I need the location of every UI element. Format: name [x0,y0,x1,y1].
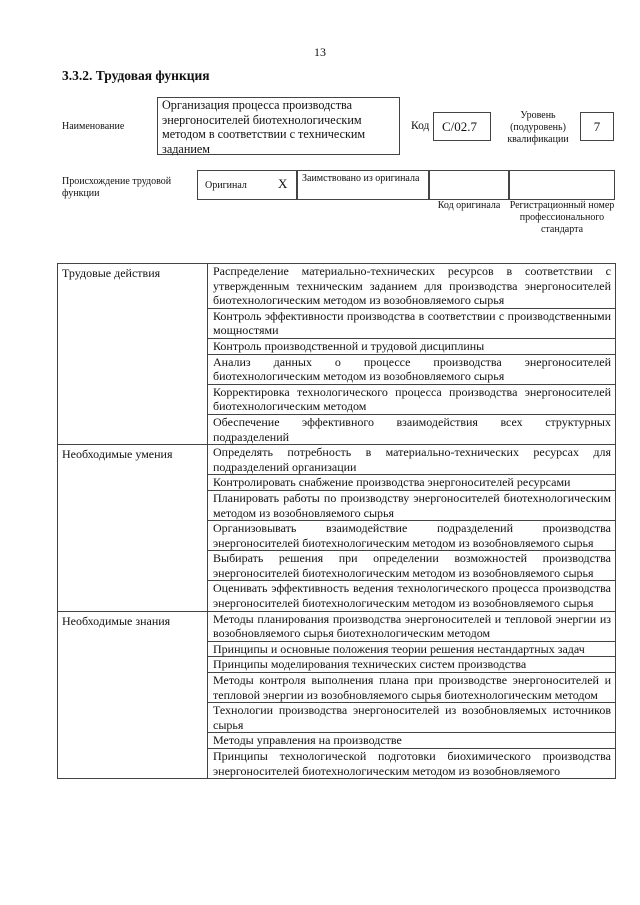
list-item: Корректировка технологического процесса производства энергоносителей биотехнологическим методом [208,385,615,415]
borrowed-label: Заимствовано из оригинала [302,173,420,184]
list-item: Организовывать взаимодействие подразделений производства энергоносителей биотехнологическим методом из возобновляемого сырья [208,521,615,551]
code-value: С/02.7 [433,112,491,141]
original-label: Оригинал [205,180,247,191]
list-item: Методы планирования производства энергоносителей и тепловой энергии из возобновляемого сырья биотехнологическим методом [208,612,615,642]
list-item: Определять потребность в материально-технических ресурсах для подразделений организации [208,445,615,475]
original-code-cell [429,170,509,200]
section-items [208,445,616,612]
section-label: Необходимые умения [58,445,208,612]
list-item: Методы управления на производстве [208,733,615,749]
list-item: Принципы моделирования технических систем производства [208,657,615,673]
original-mark: X [278,176,288,191]
list-item: Оценивать эффективность ведения технологического процесса производства энергоносителей биотехнологическим методом из возобновляемого сырья [213,581,611,611]
level-label: Уровень (подуровень) квалификации [507,110,569,145]
list-item: Планировать работы по производству энергоносителей биотехнологическим методом из возобновляемого сырья [208,491,615,521]
table-row [58,264,616,445]
list-item: Анализ данных о процессе производства энергоносителей биотехнологическим методом из возобновляемого сырья [208,355,615,385]
list-item: Принципы технологической подготовки биохимического производства энергоносителей биотехнологическим методом из возобновляемого [213,749,611,778]
level-value: 7 [580,112,614,141]
section-items [208,611,616,779]
reg-number-label: Регистрационный номер профессионального стандарта [509,200,615,235]
original-code-label: Код оригинала [437,200,501,211]
section-label: Необходимые знания [58,611,208,779]
list-item: Обеспечение эффективного взаимодействия всех структурных подразделений [213,414,611,444]
table-row [58,611,616,779]
function-details-table [57,263,616,779]
function-name-box [157,97,400,155]
reg-number-cell [509,170,615,200]
table-row [58,445,616,612]
list-item: Контроль эффективности производства в соответствии с производственными мощностями [208,309,615,339]
section-items [208,264,616,445]
code-label: Код [411,120,430,132]
name-label: Наименование [62,121,125,132]
list-item: Технологии производства энергоносителей из возобновляемых источников сырья [208,703,615,733]
list-item: Контроль производственной и трудовой дисциплины [208,339,615,355]
list-item: Контролировать снабжение производства энергоносителей ресурсами [208,475,615,491]
origin-label: Происхождение трудовой функции [62,176,172,199]
function-name-value: Организация процесса производства энергоносителей биотехнологическим методом в соответствии с техническим заданием [162,98,366,156]
page-number: 13 [314,45,326,59]
section-label: Трудовые действия [58,264,208,445]
list-item: Методы контроля выполнения плана при производстве энергоносителей и тепловой энергии из возобновляемого сырья биотехнологическим методом [208,673,615,703]
list-item: Распределение материально-технических ресурсов в соответствии с утвержденным техническим заданием для производства энергоносителей биотехнологическим методом из возобновляемого сырья [208,264,615,309]
list-item: Выбирать решения при определении возможностей производства энергоносителей биотехнологическим методом из возобновляемого сырья [208,551,615,581]
list-item: Принципы и основные положения теории решения нестандартных задач [208,642,615,658]
section-title: 3.3.2. Трудовая функция [62,68,210,83]
